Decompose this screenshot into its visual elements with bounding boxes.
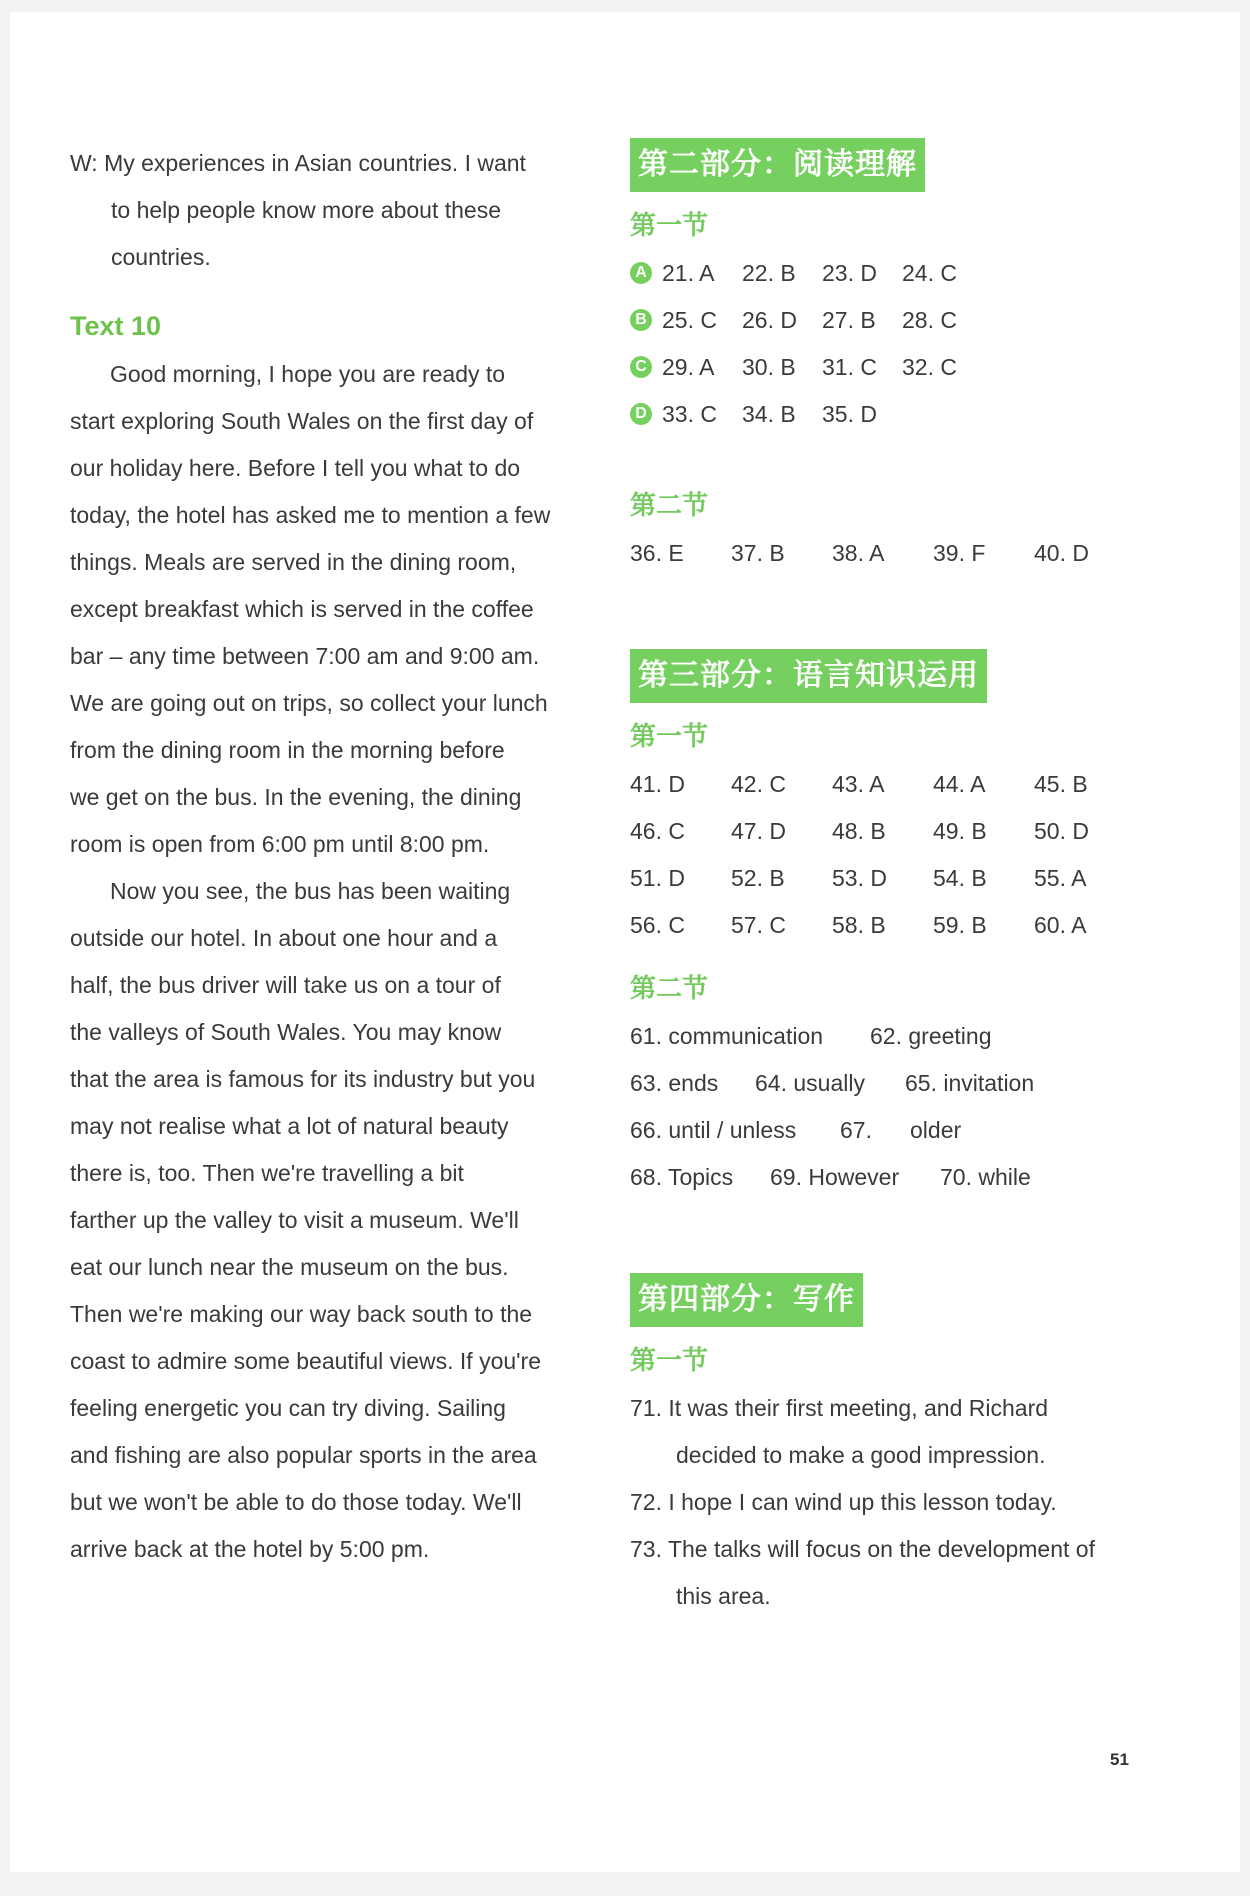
transcript-line: eat our lunch near the museum on the bus. [70,1254,509,1280]
answer-item: 41. D [630,771,685,797]
answer-row [630,344,1190,391]
transcript-line: Good morning, I hope you are ready to [110,361,506,387]
passage-badge: D [630,403,652,425]
answer-item: 34. B [742,401,796,427]
answer-item: 46. C [630,818,685,844]
answer-item: 32. C [902,354,957,380]
answer-item: 68. Topics [630,1164,734,1190]
transcript-line: Then we're making our way back south to the [70,1301,533,1327]
answer-item: 69. However [770,1164,900,1190]
answer-item: 24. C [902,260,957,286]
answer-item: 66. until / unless [630,1117,797,1143]
part3-banner: 第三部分：语言知识运用 [630,649,987,703]
transcript-line: we get on the bus. In the evening, the dining [70,784,522,810]
answer-item: older [910,1117,962,1143]
dialogue-line: to help people know more about these [111,197,501,223]
answer-item: 42. C [731,771,786,797]
answer-item: 35. D [822,401,877,427]
answer-item: 49. B [933,818,987,844]
text-10-body [70,351,585,1573]
writing-answer-line: 72. I hope I can wind up this lesson today. [630,1489,1057,1515]
answer-key-page [10,12,1240,1872]
answer-item: 33. C [662,401,717,427]
answer-row [630,855,1190,902]
transcript-line: may not realise what a lot of natural beauty [70,1113,509,1139]
transcript-line: start exploring South Wales on the first day of [70,408,534,434]
part2-section1-title: 第一节 [630,211,709,241]
answer-row [630,1154,1190,1201]
answer-item: 44. A [933,771,986,797]
answer-item: 61. communication [630,1023,824,1049]
dialogue-text: My experiences in Asian countries. I want [104,150,526,176]
answer-item: 29. A [662,354,715,380]
answer-row [630,1107,1190,1154]
dialogue-line [70,140,585,187]
dialogue-line: countries. [111,244,211,270]
transcript-line: coast to admire some beautiful views. If you're [70,1348,541,1374]
part3-section1-title: 第一节 [630,722,709,752]
dialogue-block [70,140,585,281]
transcript-line: things. Meals are served in the dining room, [70,549,517,575]
transcript-line: our holiday here. Before I tell you what to do [70,455,521,481]
part2-section2-title: 第二节 [630,491,709,521]
answer-item: 53. D [832,865,887,891]
part2-section2-answers [630,530,1190,577]
answer-item: 26. D [742,307,797,333]
part4-section1-title: 第一节 [630,1346,709,1376]
answer-item: 51. D [630,865,685,891]
transcript-line: farther up the valley to visit a museum. We'll [70,1207,519,1233]
answer-item: 55. A [1034,865,1087,891]
part3-section2-answers [630,1013,1190,1201]
answer-item: 58. B [832,912,886,938]
answer-item: 37. B [731,540,785,566]
answer-row [630,297,1190,344]
answer-row [630,250,1190,297]
transcript-line: today, the hotel has asked me to mention a few [70,502,551,528]
answer-item: 31. C [822,354,877,380]
transcript-line: the valleys of South Wales. You may know [70,1019,502,1045]
passage-badge: B [630,309,652,331]
writing-answer-line: 71. It was their first meeting, and Richard [630,1395,1049,1421]
answer-item: 57. C [731,912,786,938]
transcript-line: and fishing are also popular sports in the area [70,1442,537,1468]
answer-item: 47. D [731,818,786,844]
text-10-heading: Text 10 [70,311,162,341]
answer-item: 39. F [933,540,986,566]
answers-column [630,138,1190,1620]
answer-item: 28. C [902,307,957,333]
writing-answer-line: this area. [676,1583,771,1609]
answer-item: 23. D [822,260,877,286]
writing-answer-line: 73. The talks will focus on the development of [630,1536,1095,1562]
part4-banner: 第四部分：写作 [630,1273,863,1327]
answer-item: 64. usually [755,1070,865,1096]
answer-item: 52. B [731,865,785,891]
answer-item: 56. C [630,912,685,938]
answer-item: 40. D [1034,540,1089,566]
part4-section1-answers [630,1385,1190,1620]
answer-row [630,1013,1190,1060]
answer-item: 30. B [742,354,796,380]
passage-badge: C [630,356,652,378]
transcript-line: half, the bus driver will take us on a tour of [70,972,501,998]
transcript-line: We are going out on trips, so collect your lunch [70,690,548,716]
answer-item: 70. while [940,1164,1031,1190]
transcript-line: that the area is famous for its industry but you [70,1066,536,1092]
transcript-line: from the dining room in the morning before [70,737,505,763]
speaker-label: W: [70,150,98,176]
answer-item: 65. invitation [905,1070,1035,1096]
transcript-line: except breakfast which is served in the coffee [70,596,534,622]
answer-item: 60. A [1034,912,1087,938]
writing-answer-line: decided to make a good impression. [676,1442,1046,1468]
part3-section1-answers [630,761,1190,949]
answer-row [630,391,1190,438]
transcript-line: room is open from 6:00 pm until 8:00 pm. [70,831,490,857]
transcript-line: bar – any time between 7:00 am and 9:00 am. [70,643,540,669]
page-number: 51 [1110,1750,1129,1769]
answer-item: 50. D [1034,818,1089,844]
answer-row [630,902,1190,949]
part2-section1-answers [630,250,1190,438]
answer-item: 22. B [742,260,796,286]
transcript-column [70,140,585,1573]
transcript-line: Now you see, the bus has been waiting [110,878,511,904]
answer-item: 21. A [662,260,715,286]
transcript-line: but we won't be able to do those today. We'll [70,1489,522,1515]
answer-item: 59. B [933,912,987,938]
answer-item: 54. B [933,865,987,891]
answer-item: 36. E [630,540,684,566]
answer-item: 45. B [1034,771,1088,797]
answer-item: 43. A [832,771,885,797]
answer-row [630,761,1190,808]
answer-item: 38. A [832,540,885,566]
answer-item: 63. ends [630,1070,719,1096]
transcript-line: arrive back at the hotel by 5:00 pm. [70,1536,430,1562]
transcript-line: feeling energetic you can try diving. Sailing [70,1395,506,1421]
answer-item: 48. B [832,818,886,844]
transcript-line: there is, too. Then we're travelling a bit [70,1160,464,1186]
passage-badge: A [630,262,652,284]
answer-item: 62. greeting [870,1023,992,1049]
transcript-line: outside our hotel. In about one hour and a [70,925,498,951]
part2-banner: 第二部分：阅读理解 [630,138,925,192]
answer-item: 25. C [662,307,717,333]
answer-row [630,808,1190,855]
part3-section2-title: 第二节 [630,974,709,1004]
answer-row [630,1060,1190,1107]
answer-item: 27. B [822,307,876,333]
answer-item: 67. [840,1117,872,1143]
